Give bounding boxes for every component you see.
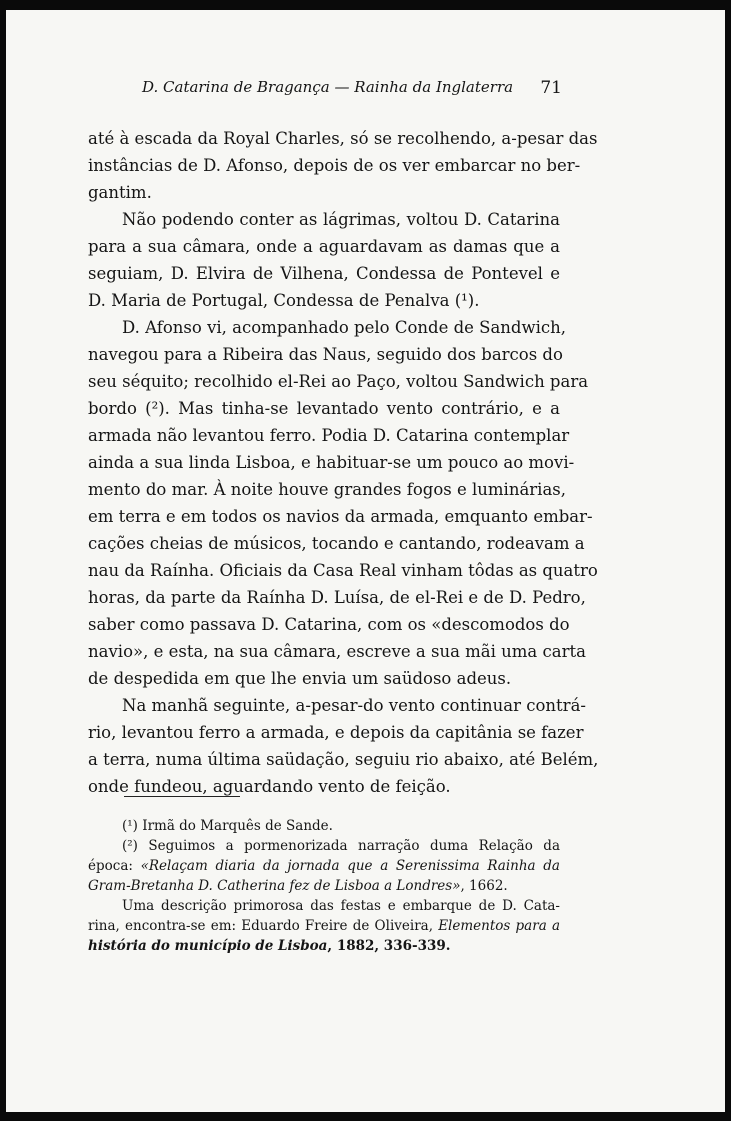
footnote-text: época: xyxy=(88,858,141,874)
body-line: mento do mar. À noite houve grandes fogos e luminárias, xyxy=(88,480,567,499)
footnote-2-line xyxy=(88,876,560,896)
footnote-text: , 1882, 336-339. xyxy=(327,938,451,954)
footnote-2-line xyxy=(88,856,560,876)
footnote-3-line xyxy=(88,916,560,936)
body-line: instâncias de D. Afonso, depois de os ver embarcar no ber- xyxy=(88,156,581,175)
body-line: bordo (²). Mas tinha-se levantado vento contrário, e a xyxy=(88,399,560,418)
page-number: 71 xyxy=(540,78,562,98)
body-line: rio, levantou ferro a armada, e depois da capitânia se fazer xyxy=(88,723,584,742)
footnote-rule xyxy=(124,796,240,797)
footnote-citation: «Relaçam diaria da jornada que a Serenissima Rainha da xyxy=(140,858,560,874)
book-page xyxy=(6,10,725,1112)
footnote-citation: Elementos para a xyxy=(438,918,560,934)
footnote-citation: Gram-Bretanha D. Catherina fez de Lisboa a Londres» xyxy=(88,878,461,894)
footnote-text: , 1662. xyxy=(460,878,508,894)
footnote-3-line: Uma descrição primorosa das festas e embarque de D. Cata- xyxy=(122,898,560,914)
footnote-text: rina, encontra-se em: Eduardo Freire de Oliveira, xyxy=(88,918,439,934)
body-line: a terra, numa última saüdação, seguiu rio abaixo, até Belém, xyxy=(88,750,599,769)
footnote-3-line xyxy=(88,936,560,956)
body-line: navegou para a Ribeira das Naus, seguido dos barcos do xyxy=(88,345,563,364)
body-line: saber como passava D. Catarina, com os «descomodos do xyxy=(88,615,570,634)
body-line: ainda a sua linda Lisboa, e habituar-se um pouco ao movi- xyxy=(88,453,575,472)
body-line: até à escada da Royal Charles, só se recolhendo, a-pesar das xyxy=(88,129,598,148)
body-line: nau da Raínha. Oficiais da Casa Real vinham tôdas as quatro xyxy=(88,561,598,580)
body-line: para a sua câmara, onde a aguardavam as damas que a xyxy=(88,237,560,256)
body-line: de despedida em que lhe envia um saüdoso adeus. xyxy=(88,669,512,688)
body-line: Na manhã seguinte, a-pesar-do vento continuar contrá- xyxy=(122,696,586,715)
body-line: gantim. xyxy=(88,183,152,202)
body-line: seu séquito; recolhido el-Rei ao Paço, voltou Sandwich para xyxy=(88,372,589,391)
body-line: onde fundeou, aguardando vento de feição. xyxy=(88,777,451,796)
body-line: cações cheias de músicos, tocando e cantando, rodeavam a xyxy=(88,534,585,553)
body-line: seguiam, D. Elvira de Vilhena, Condessa de Pontevel e xyxy=(88,264,560,283)
body-line: armada não levantou ferro. Podia D. Catarina contemplar xyxy=(88,426,570,445)
body-line: D. Maria de Portugal, Condessa de Penalva (¹). xyxy=(88,291,480,310)
footnote-citation: história do município de Lisboa xyxy=(88,938,328,954)
body-line: navio», e esta, na sua câmara, escreve a sua mãi uma carta xyxy=(88,642,586,661)
running-title: D. Catarina de Bragança — Rainha da Inglaterra xyxy=(142,78,514,96)
footnote-1: (¹) Irmã do Marquês de Sande. xyxy=(122,818,333,834)
footnote-2-line: (²) Seguimos a pormenorizada narração duma Relação da xyxy=(122,838,560,854)
body-line: em terra e em todos os navios da armada, emquanto embar- xyxy=(88,507,593,526)
body-line: Não podendo conter as lágrimas, voltou D. Catarina xyxy=(122,210,560,229)
body-line: horas, da parte da Raínha D. Luísa, de el-Rei e de D. Pedro, xyxy=(88,588,586,607)
body-line: D. Afonso vi, acompanhado pelo Conde de Sandwich, xyxy=(122,318,567,337)
